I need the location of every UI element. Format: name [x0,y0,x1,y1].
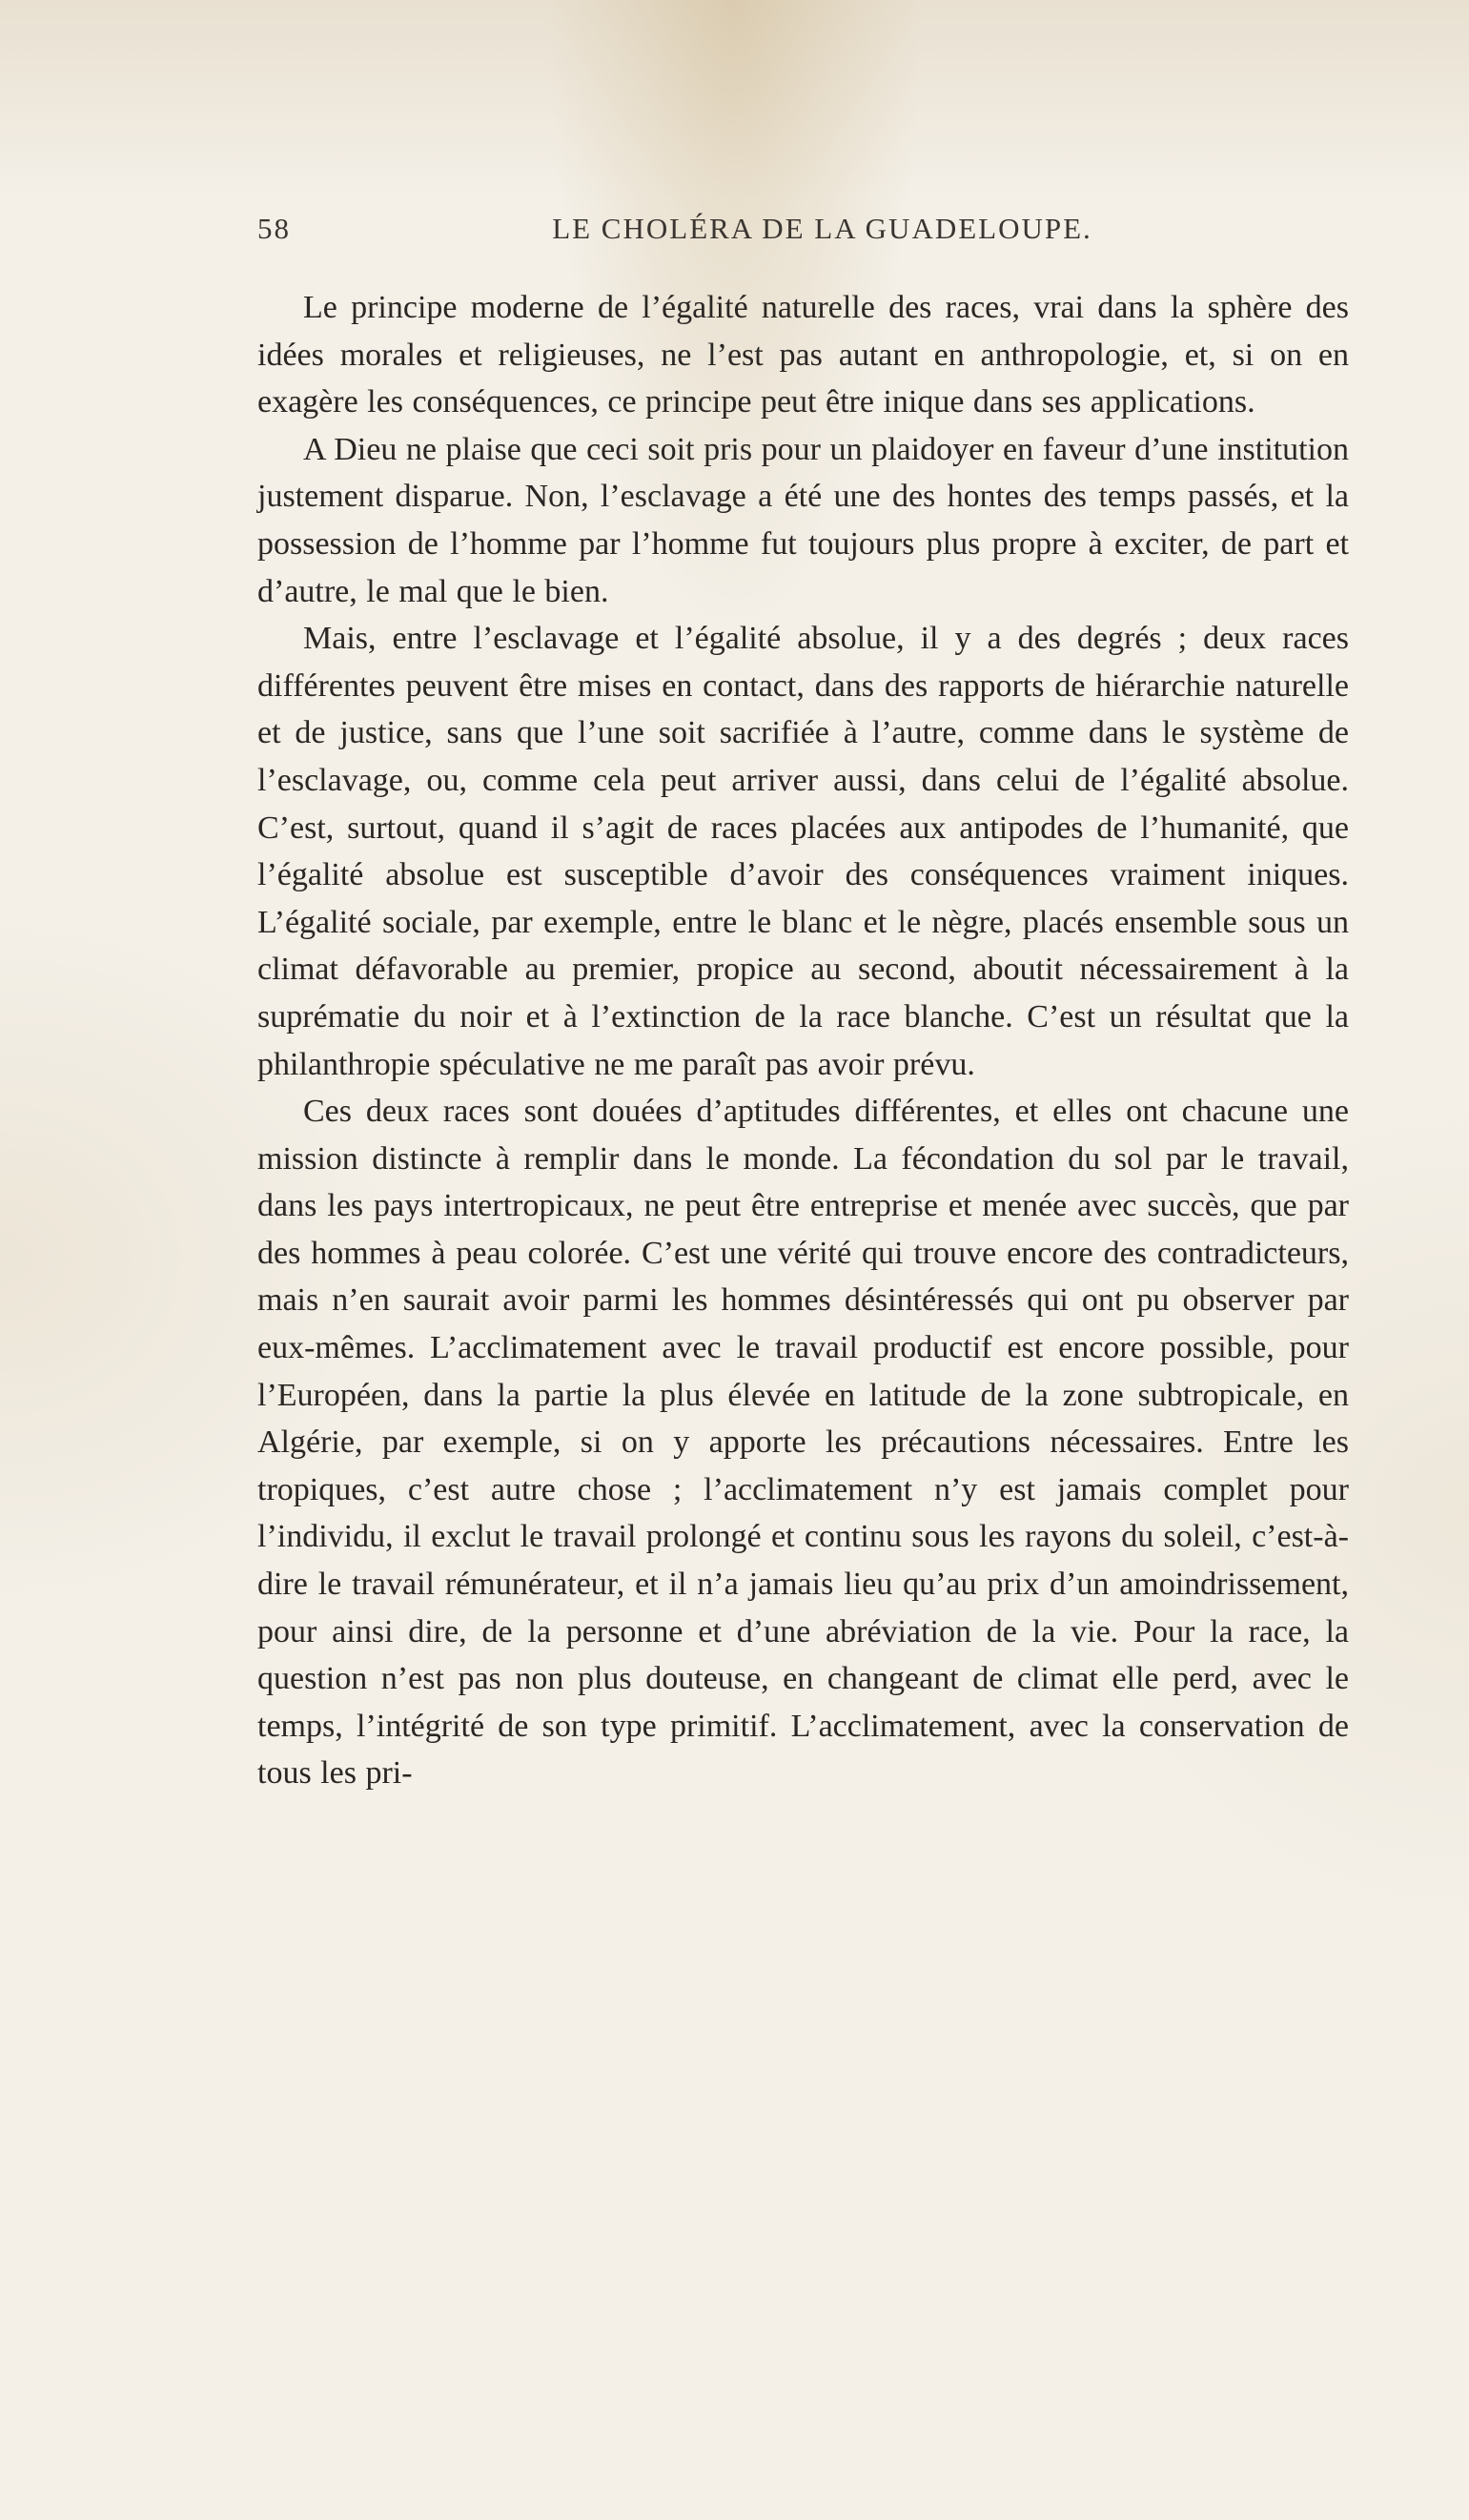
paper-stain [0,0,1469,200]
paragraph-3: Mais, entre l’esclavage et l’égalité absolue, il y a des degrés ; deux races différentes peuvent être mises en contact, dans des rapports de hiérarchie naturelle et de justice, sans que l’une soit sacrifiée à l’autre, comme dans le système de l’esclavage, ou, comme cela peut arriver aussi, dans celui de l’égalité absolue. C’est, surtout, quand il s’agit de races placées aux antipodes de l’humanité, que l’égalité absolue est susceptible d’avoir des conséquences vraiment iniques. L’égalité sociale, par exemple, entre le blanc et le nègre, placés ensemble sous un climat défavorable au premier, propice au second, aboutit nécessairement à la suprématie du noir et à l’extinction de la race blanche. C’est un résultat que la philanthropie spéculative ne me paraît pas avoir prévu. [257,621,1349,1082]
running-header [257,212,1349,254]
paragraph-4: Ces deux races sont douées d’aptitudes différentes, et elles ont chacune une mission distincte à remplir dans le monde. La fécondation du sol par le travail, dans les pays intertropicaux, ne peut être entreprise et menée avec succès, que par des hommes à peau colorée. C’est une vérité qui trouve encore des contradicteurs, mais n’en saurait avoir parmi les hommes désintéressés qui ont pu observer par eux-mêmes. L’acclimatement avec le travail productif est encore possible, pour l’Européen, dans la partie la plus élevée en latitude de la zone subtropicale, en Algérie, par exemple, si on y apporte les précautions nécessaires. Entre les tropiques, c’est autre chose ; l’acclimatement n’y est jamais complet pour l’individu, il exclut le travail prolongé et continu sous les rayons du soleil, c’est-à-dire le travail rémunérateur, et il n’a jamais lieu qu’au prix d’un amoindrissement, pour ainsi dire, de la personne et d’une abréviation de la vie. Pour la race, la question n’est pas non plus douteuse, en changeant de climat elle perd, avec le temps, l’intégrité de son type primitif. L’acclimatement, avec la conservation de tous les pri- [257,1094,1349,1792]
running-title: LE CHOLÉRA DE LA GUADELOUPE. [552,212,1092,245]
page-number: 58 [257,212,291,245]
book-page [257,212,1349,1797]
paragraph-1: Le principe moderne de l’égalité naturelle des races, vrai dans la sphère des idées morales et religieuses, ne l’est pas autant en anthropologie, et, si on en exagère les conséquences, ce principe peut être inique dans ses applications. [257,290,1349,420]
paragraph-2: A Dieu ne plaise que ceci soit pris pour un plaidoyer en faveur d’une institution justement disparue. Non, l’esclavage a été une des hontes des temps passés, et la possession de l’homme par l’homme fut toujours plus propre à exciter, de part et d’autre, le mal que le bien. [257,431,1349,609]
body-text [257,284,1349,1797]
